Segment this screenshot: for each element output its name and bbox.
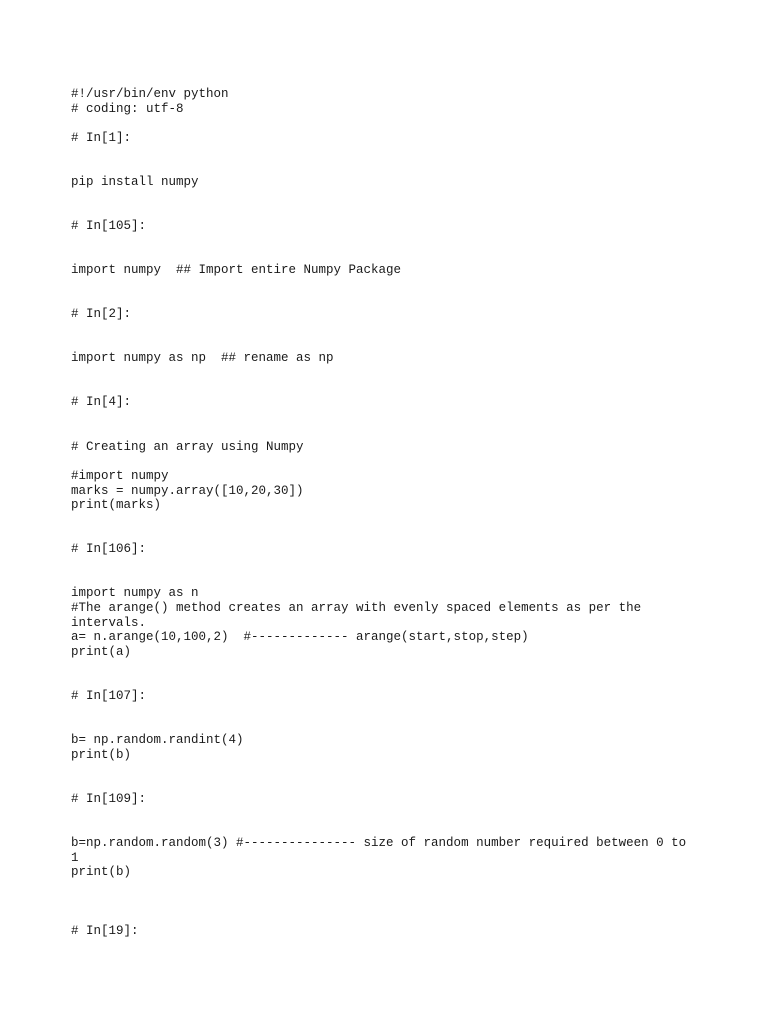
blank-line: [71, 366, 711, 381]
blank-line: [71, 763, 711, 778]
code-line: # In[4]:: [71, 395, 132, 410]
code-line: print(marks): [71, 498, 162, 513]
code-line: pip install numpy: [71, 175, 199, 190]
code-line: b= np.random.randint(4): [71, 733, 244, 748]
blank-line: [71, 777, 711, 792]
code-line: # In[1]:: [71, 131, 132, 146]
blank-line: [71, 513, 711, 528]
blank-line: [71, 249, 711, 264]
blank-line: [71, 895, 711, 910]
code-line: 1: [71, 850, 79, 865]
code-line: # Creating an array using Numpy: [71, 439, 304, 454]
code-line: #!/usr/bin/env python: [71, 87, 229, 101]
blank-line: [71, 116, 711, 131]
blank-line: [71, 454, 711, 469]
code-line: import numpy ## Import entire Numpy Package: [71, 263, 402, 278]
code-line: # In[105]:: [71, 219, 147, 234]
code-line: import numpy as np ## rename as np: [71, 351, 334, 366]
code-line: intervals.: [71, 615, 147, 630]
code-line: # In[109]:: [71, 792, 147, 806]
code-line: print(a): [71, 645, 132, 660]
code-line: #The arange() method creates an array with evenly spaced elements as per the: [71, 601, 642, 616]
code-line: # coding: utf-8: [71, 101, 184, 116]
code-line: b=np.random.random(3) #--------------- size of random number required between 0 to: [71, 836, 687, 851]
blank-line: [71, 719, 711, 734]
blank-line: [71, 557, 711, 572]
blank-line: [71, 160, 711, 175]
code-line: # In[107]:: [71, 689, 147, 704]
code-line: # In[106]:: [71, 542, 147, 557]
blank-line: [71, 704, 711, 719]
blank-line: [71, 528, 711, 543]
code-listing: [71, 87, 711, 939]
code-line: marks = numpy.array([10,20,30]): [71, 483, 304, 498]
code-line: # In[2]:: [71, 307, 132, 322]
code-line: print(b): [71, 747, 132, 762]
blank-line: [71, 821, 711, 836]
blank-line: [71, 278, 711, 293]
blank-line: [71, 675, 711, 690]
blank-line: [71, 322, 711, 337]
blank-line: [71, 146, 711, 161]
code-line: print(b): [71, 865, 132, 880]
code-line: a= n.arange(10,100,2) #------------- arange(start,stop,step): [71, 630, 529, 645]
blank-line: [71, 381, 711, 396]
blank-line: [71, 234, 711, 249]
code-line: # In[19]:: [71, 924, 139, 939]
code-line: import numpy as n: [71, 586, 199, 601]
blank-line: [71, 337, 711, 352]
blank-line: [71, 572, 711, 587]
blank-line: [71, 425, 711, 440]
blank-line: [71, 660, 711, 675]
code-line: #import numpy: [71, 468, 169, 483]
blank-line: [71, 190, 711, 205]
blank-line: [71, 293, 711, 308]
blank-line: [71, 880, 711, 895]
blank-line: [71, 410, 711, 425]
blank-line: [71, 807, 711, 822]
blank-line: [71, 910, 711, 925]
blank-line: [71, 205, 711, 220]
